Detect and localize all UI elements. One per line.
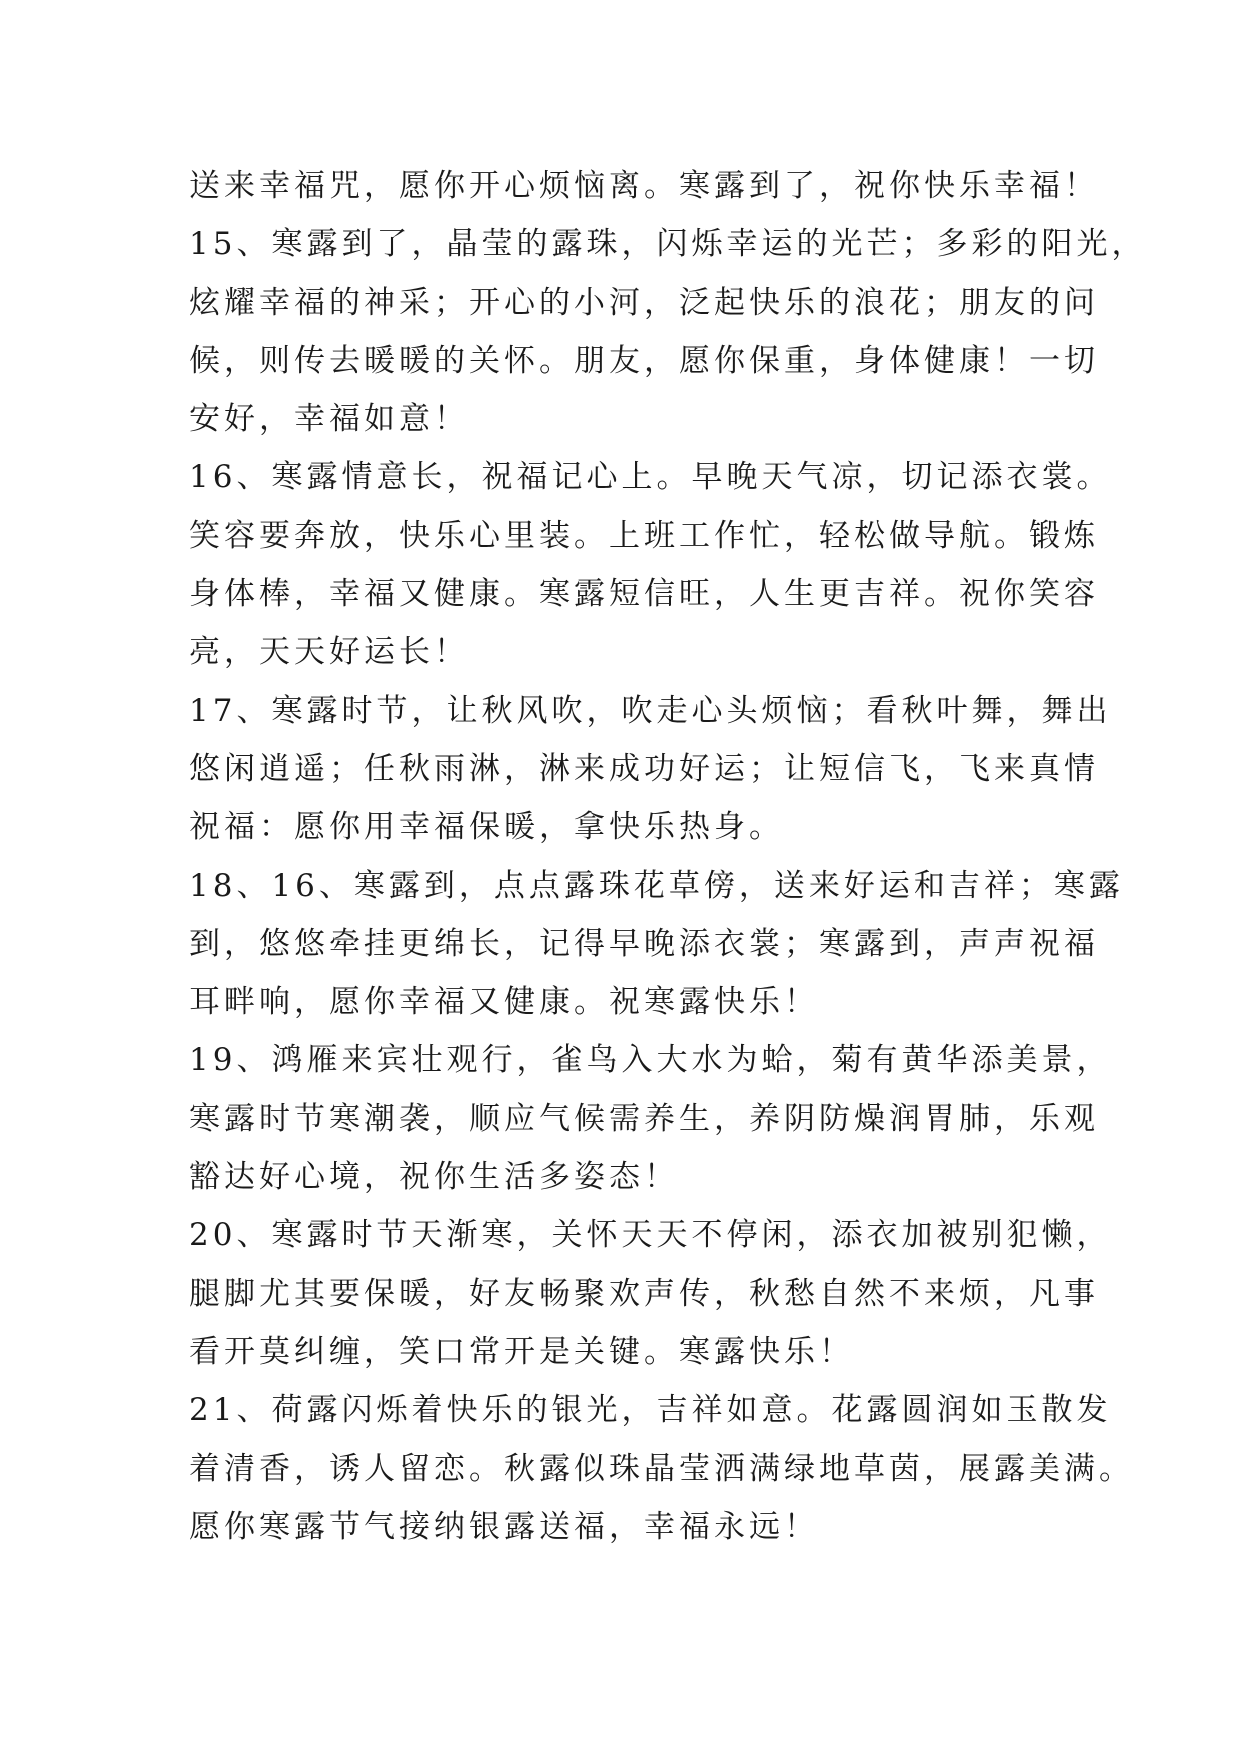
- text-line: 耳畔响，愿你幸福又健康。祝寒露快乐！: [189, 984, 819, 1021]
- text-line: 21、荷露闪烁着快乐的银光，吉祥如意。花露圆润如玉散发: [189, 1392, 1112, 1429]
- document-text-body: [189, 157, 1147, 1556]
- text-line: 到，悠悠牵挂更绵长，记得早晚添衣裳；寒露到，声声祝福: [189, 925, 1099, 962]
- text-line: 笑容要奔放，快乐心里装。上班工作忙，轻松做导航。锻炼: [189, 517, 1099, 554]
- text-line: 19、鸿雁来宾壮观行，雀鸟入大水为蛤，菊有黄华添美景，: [189, 1042, 1112, 1079]
- text-line: 20、寒露时节天渐寒，关怀天天不停闲，添衣加被别犯懒，: [189, 1217, 1112, 1254]
- text-line: 炫耀幸福的神采；开心的小河，泛起快乐的浪花；朋友的问: [189, 284, 1099, 321]
- text-line: 看开莫纠缠，笑口常开是关键。寒露快乐！: [189, 1333, 854, 1370]
- text-line: 15、寒露到了，晶莹的露珠，闪烁幸运的光芒；多彩的阳光，: [189, 226, 1147, 263]
- text-line: 送来幸福咒，愿你开心烦恼离。寒露到了，祝你快乐幸福！: [189, 168, 1099, 204]
- text-line: 安好，幸福如意！: [189, 401, 469, 438]
- text-line: 候，则传去暖暖的关怀。朋友，愿你保重，身体健康！一切: [189, 342, 1099, 379]
- text-line: 着清香，诱人留恋。秋露似珠晶莹洒满绿地草茵，展露美满。: [189, 1450, 1134, 1487]
- text-line: 17、寒露时节，让秋风吹，吹走心头烦恼；看秋叶舞，舞出: [189, 692, 1112, 729]
- text-line: 寒露时节寒潮袭，顺应气候需养生，养阴防燥润胃肺，乐观: [189, 1100, 1099, 1137]
- text-line: 愿你寒露节气接纳银露送福，幸福永远！: [189, 1508, 819, 1545]
- text-line: 腿脚尤其要保暖，好友畅聚欢声传，秋愁自然不来烦，凡事: [189, 1275, 1099, 1312]
- text-line: 豁达好心境，祝你生活多姿态！: [189, 1159, 679, 1196]
- text-line: 亮，天天好运长！: [189, 634, 469, 671]
- text-line: 悠闲逍遥；任秋雨淋，淋来成功好运；让短信飞，飞来真情: [189, 750, 1099, 787]
- text-line: 祝福：愿你用幸福保暖，拿快乐热身。: [189, 809, 784, 846]
- text-line: 16、寒露情意长，祝福记心上。早晚天气凉，切记添衣裳。: [189, 459, 1112, 496]
- text-line: 身体棒，幸福又健康。寒露短信旺，人生更吉祥。祝你笑容: [189, 576, 1099, 613]
- text-line: 18、16、寒露到，点点露珠花草傍，送来好运和吉祥；寒露: [189, 867, 1124, 904]
